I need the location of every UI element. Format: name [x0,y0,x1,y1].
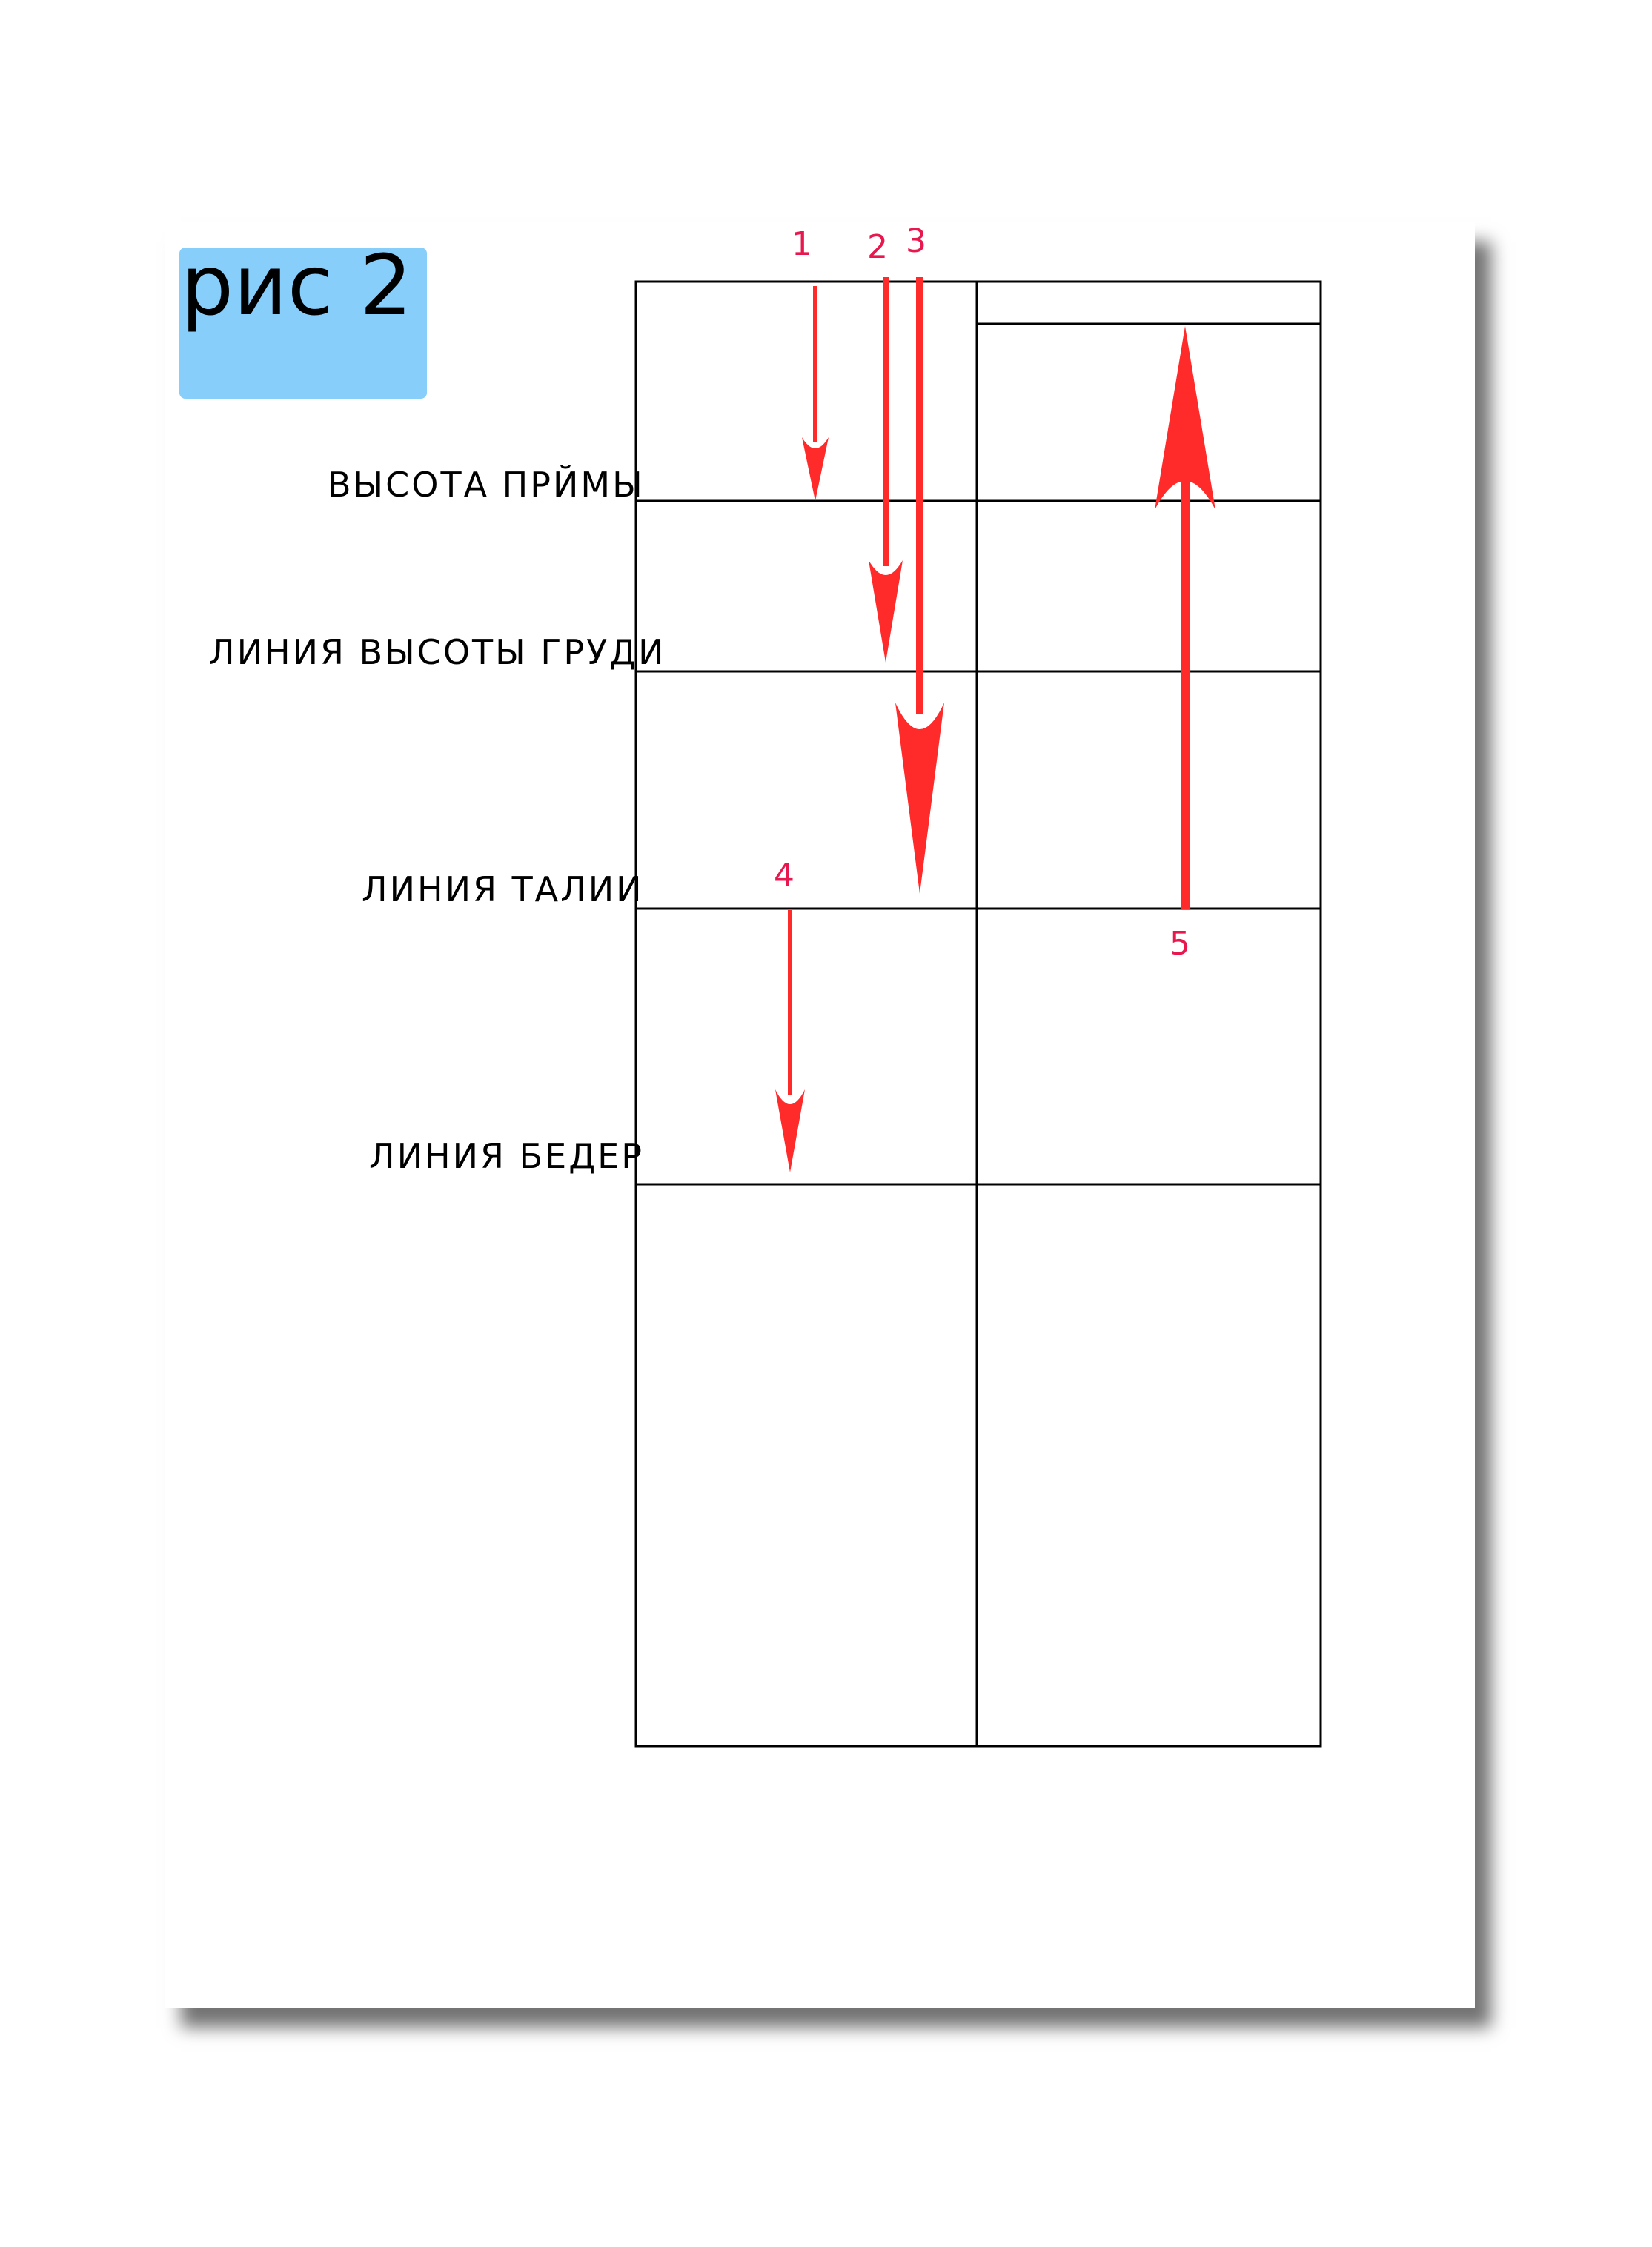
arrow-4 [775,910,805,1172]
label-waist: ЛИНИЯ ТАЛИИ [362,869,644,909]
label-bust-top: ВЫСОТА ПРЙМЫ [328,465,645,505]
arrows [775,277,1215,1172]
arrow-5 [1155,326,1215,909]
arrow-number-3: 3 [906,222,926,260]
arrow-number-4: 4 [774,857,795,895]
grid [636,282,1321,1746]
arrow-numbers [774,222,1190,963]
label-bust-height: ЛИНИЯ ВЫСОТЫ ГРУДИ [209,632,666,672]
figure-title: рис 2 [181,238,413,334]
arrow-2 [869,277,903,663]
arrow-3 [895,277,944,894]
label-hips: ЛИНИЯ БЕДЕР [369,1136,644,1176]
arrow-number-5: 5 [1170,925,1190,963]
arrow-1 [802,286,829,501]
arrow-number-1: 1 [792,225,812,263]
arrow-number-2: 2 [867,228,888,266]
